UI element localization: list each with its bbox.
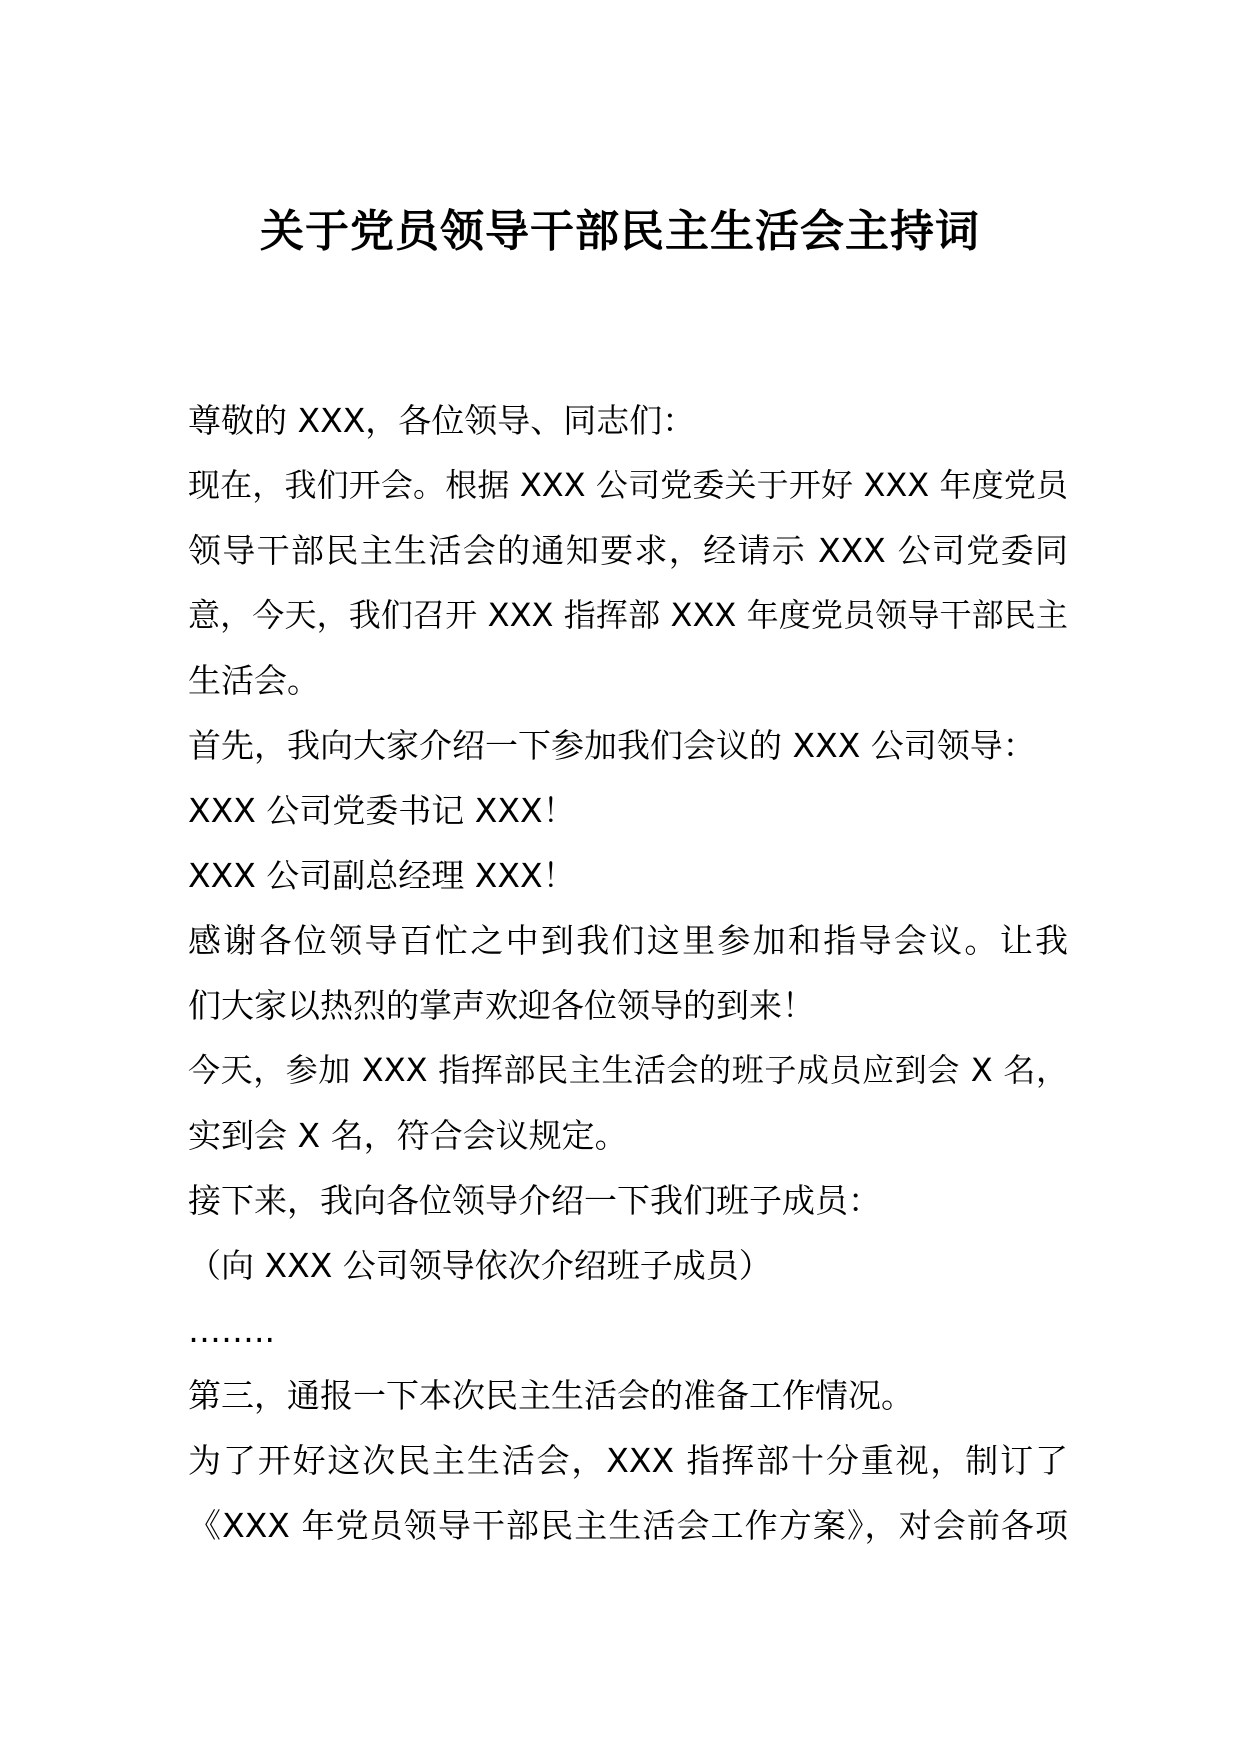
body-line-14: （向 XXX 公司领导依次介绍班子成员）	[188, 1246, 772, 1285]
body-line-11: 今天，参加 XXX 指挥部民主生活会的班子成员应到会 X 名，	[188, 1051, 1068, 1089]
body-line-3: 领导干部民主生活会的通知要求，经请示 XXX 公司党委同	[188, 531, 1068, 570]
body-line-13: 接下来，我向各位领导介绍一下我们班子成员：	[188, 1181, 881, 1220]
body-line-17: 为了开好这次民主生活会，XXX 指挥部十分重视，制订了	[188, 1441, 1068, 1480]
body-line-16: 第三，通报一下本次民主生活会的准备工作情况。	[188, 1376, 914, 1415]
body-line-7: XXX 公司党委书记 XXX！	[188, 791, 576, 830]
body-line-12: 实到会 X 名，符合会议规定。	[188, 1116, 628, 1155]
body-line-5: 生活会。	[188, 661, 320, 700]
body-line-10: 们大家以热烈的掌声欢迎各位领导的到来！	[188, 986, 815, 1025]
body-line-18: 《XXX 年党员领导干部民主生活会工作方案》，对会前各项	[188, 1506, 1068, 1545]
body-line-4: 意，今天，我们召开 XXX 指挥部 XXX 年度党员领导干部民主	[188, 596, 1068, 634]
document-body	[188, 388, 1068, 1558]
document-title: 关于党员领导干部民主生活会主持词	[260, 206, 980, 257]
body-line-6: 首先，我向大家介绍一下参加我们会议的 XXX 公司领导：	[188, 726, 1036, 765]
body-line-1: 尊敬的 XXX，各位领导、同志们：	[188, 401, 696, 440]
body-line-15: ……..	[188, 1311, 275, 1350]
body-line-9: 感谢各位领导百忙之中到我们这里参加和指导会议。让我	[188, 921, 1068, 960]
body-line-2: 现在，我们开会。根据 XXX 公司党委关于开好 XXX 年度党员	[188, 466, 1068, 504]
body-line-8: XXX 公司副总经理 XXX！	[188, 856, 576, 895]
